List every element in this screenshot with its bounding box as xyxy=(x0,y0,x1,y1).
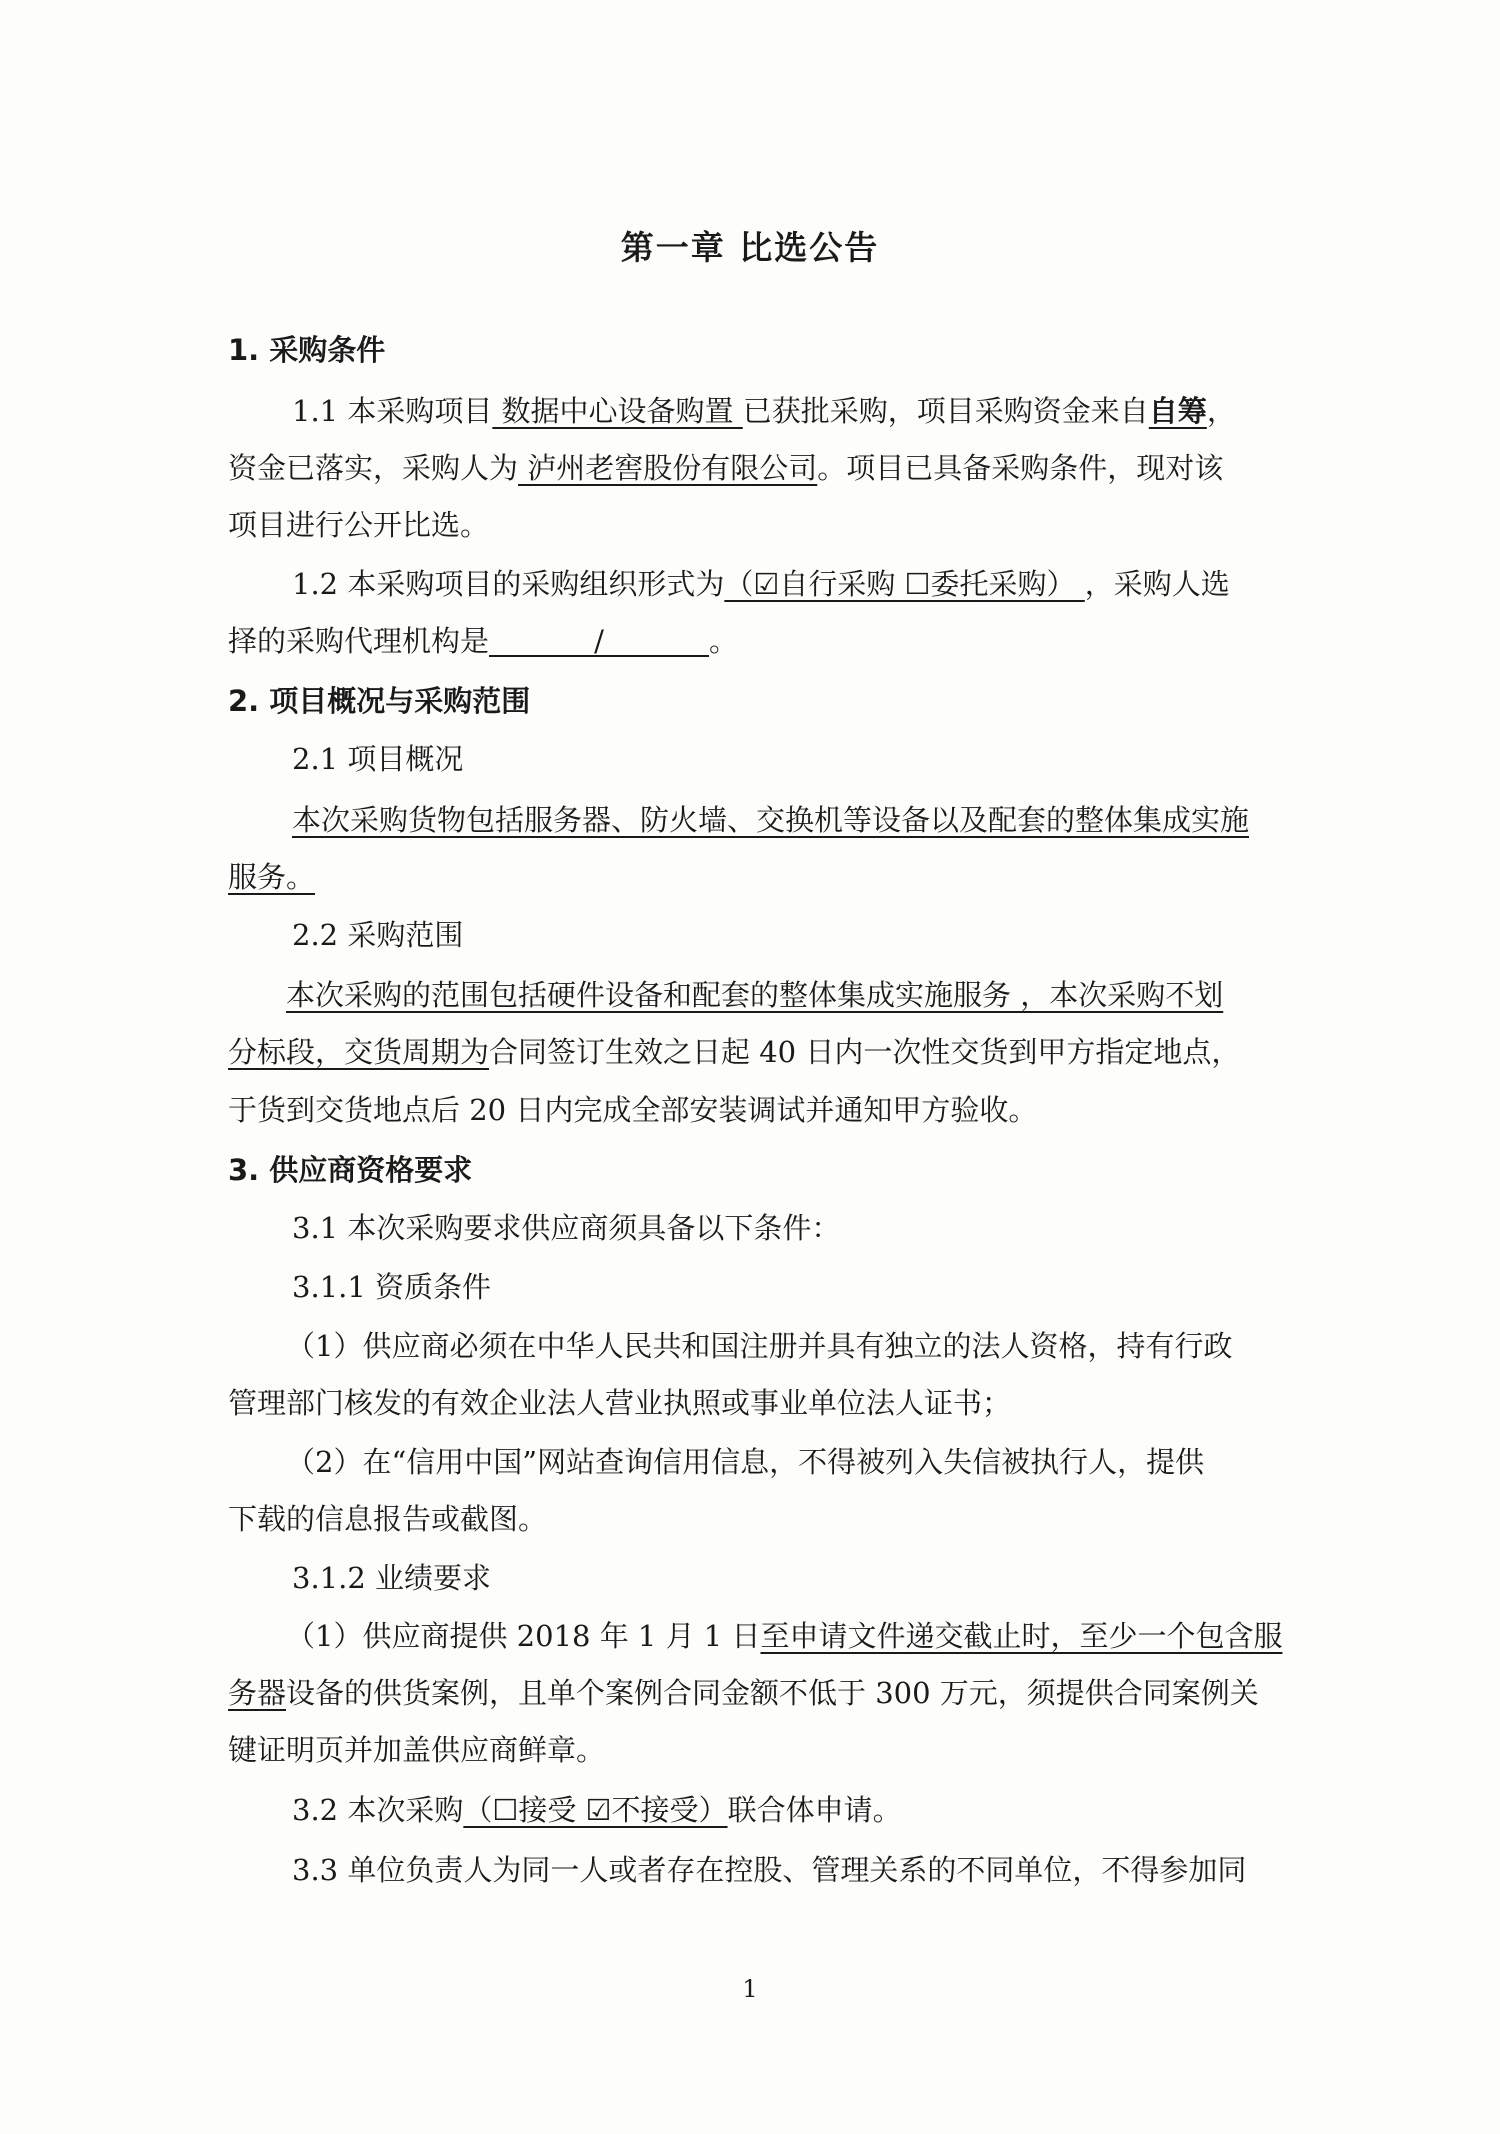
paragraph-1-1-line-1: 1.1 本采购项目 数据中心设备购置 已获批采购，项目采购资金来自自筹， xyxy=(292,394,1236,428)
section-3-heading: 3. 供应商资格要求 xyxy=(228,1153,473,1187)
paragraph-3-1-2: 3.1.2 业绩要求 xyxy=(292,1561,492,1595)
scope-line-2: 分标段，交货周期为合同签订生效之日起 40 日内一次性交货到甲方指定地点， xyxy=(228,1035,1241,1069)
paragraph-1-1-line-3: 项目进行公开比选。 xyxy=(228,508,490,542)
fund-source: 自筹 xyxy=(1148,394,1207,428)
subheading-2-1: 2.1 项目概况 xyxy=(292,742,464,776)
qualification-2-line-1: （2）在“信用中国”网站查询信用信息，不得被列入失信被执行人，提供 xyxy=(286,1445,1205,1479)
paragraph-1-1-line-2: 资金已落实，采购人为 泸州老窖股份有限公司。项目已具备采购条件，现对该 xyxy=(228,451,1224,485)
performance-line-3: 键证明页并加盖供应商鲜章。 xyxy=(228,1733,606,1767)
project-name: 数据中心设备购置 xyxy=(492,394,743,428)
page-title: 第一章 比选公告 xyxy=(620,228,880,267)
qualification-1-line-2: 管理部门核发的有效企业法人营业执照或事业单位法人证书； xyxy=(228,1386,1012,1420)
scope-line-1: 本次采购的范围包括硬件设备和配套的整体集成实施服务 ，本次采购不划 xyxy=(286,978,1224,1012)
section-1-heading: 1. 采购条件 xyxy=(228,333,386,367)
performance-line-1: （1）供应商提供 2018 年 1 月 1 日至申请文件递交截止时，至少一个包含服 xyxy=(286,1619,1283,1653)
paragraph-1-2-line-2: 择的采购代理机构是 / 。 xyxy=(228,621,1280,661)
procurement-form: （☑自行采购 ☐委托采购） xyxy=(724,567,1085,601)
page-number: 1 xyxy=(742,1975,758,2003)
paragraph-3-1: 3.1 本次采购要求供应商须具备以下条件： xyxy=(292,1211,841,1245)
paragraph-3-3: 3.3 单位负责人为同一人或者存在控股、管理关系的不同单位，不得参加同 xyxy=(292,1853,1247,1887)
section-2-heading: 2. 项目概况与采购范围 xyxy=(228,684,531,718)
buyer-name: 泸州老窖股份有限公司 xyxy=(518,451,818,485)
scope-line-3: 于货到交货地点后 20 日内完成全部安装调试并通知甲方验收。 xyxy=(228,1093,1038,1127)
consortium-options: （☐接受 ☑不接受） xyxy=(463,1793,728,1827)
qualification-1-line-1: （1）供应商必须在中华人民共和国注册并具有独立的法人资格，持有行政 xyxy=(286,1329,1233,1363)
performance-line-2: 务器设备的供货案例，且单个案例合同金额不低于 300 万元，须提供合同案例关 xyxy=(228,1676,1259,1710)
overview-line-1: 本次采购货物包括服务器、防火墙、交换机等设备以及配套的整体集成实施 xyxy=(292,803,1250,837)
paragraph-3-2: 3.2 本次采购（☐接受 ☑不接受）联合体申请。 xyxy=(292,1793,902,1827)
subheading-2-2: 2.2 采购范围 xyxy=(292,918,464,952)
qualification-2-line-2: 下载的信息报告或截图。 xyxy=(228,1502,548,1536)
agent-blank: / xyxy=(489,621,709,657)
paragraph-1-2-line-1: 1.2 本采购项目的采购组织形式为（☑自行采购 ☐委托采购） ，采购人选 xyxy=(292,567,1230,601)
paragraph-3-1-1: 3.1.1 资质条件 xyxy=(292,1270,492,1304)
overview-line-2: 服务。 xyxy=(228,860,316,894)
